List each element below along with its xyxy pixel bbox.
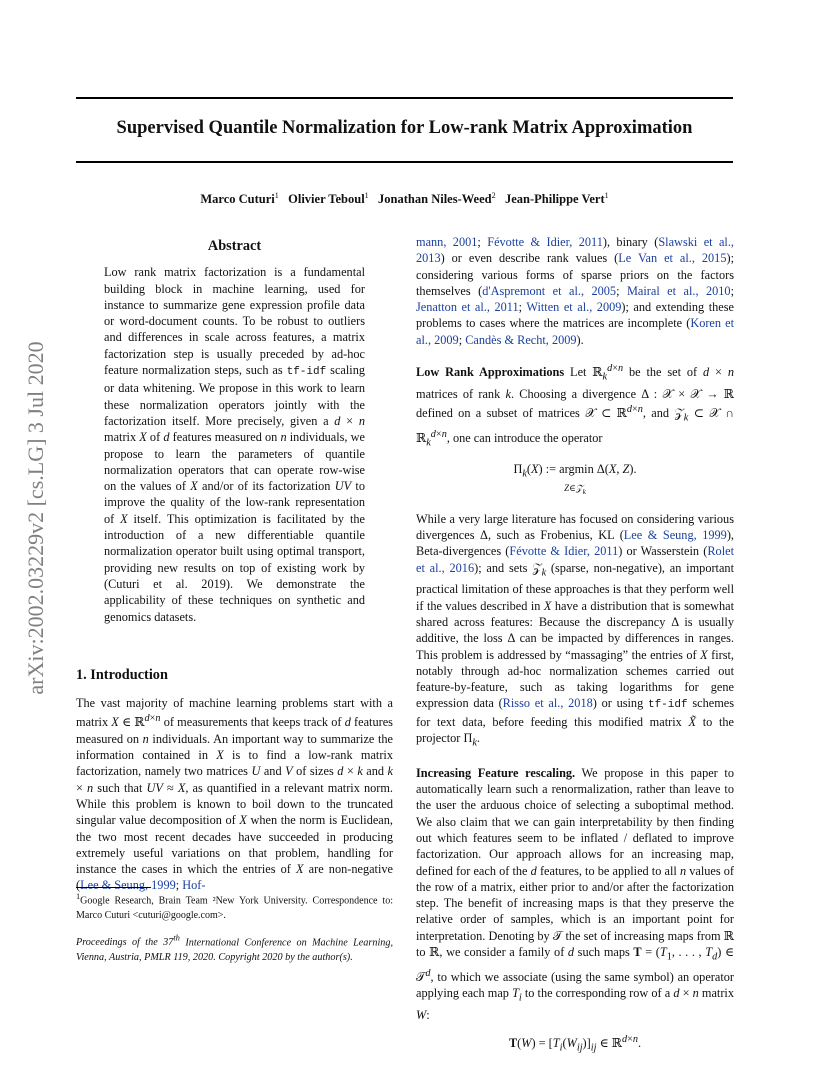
rescaling-heading: Increasing Feature rescaling. — [416, 765, 576, 780]
proceedings-note: Proceedings of the 37th International Conference on Machine Learning, Vienna, Austria, PMLR 119, 2020. Copyright 2020 by the author(s). — [76, 933, 394, 963]
citation-link[interactable]: Lee & Seung, 1999 — [623, 528, 727, 543]
affiliation-mark: 1 — [604, 191, 609, 200]
citation-link[interactable]: Lee & Seung, 1999 — [80, 878, 176, 893]
intro-paragraph: The vast majority of machine learning problems start with a matrix X ∈ ℝ$^{d\times n}$ of measurements that keeps track of d features measured on n individuals. An important way to summarize the information contained in X is to find a low-rank matrix factorization, namely two matrices U and V of sizes d × k and k × n such that UV ≈ X, as quantified in a relevant matrix norm. While this problem is known to boil down to the truncated singular value decomposition of X when the norm is Euclidean, the two most recent decades have succeeded in producing extremely useful variations on that problem, handling for instance the cases in which the entries of X are non-negative (Lee & Seung, 1999; Hof- — [76, 696, 394, 893]
abstract-text: Low rank matrix factorization is a fundamental building block in machine learning, used for instance to summarize gene expression profile data or word-document counts. To be robust to outliers and differences in scale across features, a matrix factorization step is usually preceded by ad-hoc feature normalization steps, such as tf-idf scaling or data whitening. We propose in this work to learn these normalization operators jointly with the factorization itself. More precisely, given a d × n matrix X of d features measured on n individuals, we propose to learn the parameters of quantile normalization operators that can operate row-wise on the values of X and/or of its factorization UV to improve the quality of the low-rank representation of X itself. This optimization is facilitated by the introduction of a new differentiable quantile normalization operator built using optimal transport, providing new results on top of existing work by (Cuturi et al. 2019). We demonstrate the applicability of these techniques on synthetic and genomics datasets. — [104, 265, 366, 624]
intro-continuation: mann, 2001; Févotte & Idier, 2011), binary (Slawski et al., 2013) or even describe rank values (Le Van et al., 2015); considering various forms of sparse priors on the factors themselves (d'Aspremont et al., 2005; Mairal et al., 2010; Jenatton et al., 2011; Witten et al., 2009); and extending these problems to cases where the matrices are incomplete (Koren et al., 2009; Candès & Recht, 2009). — [416, 235, 735, 347]
author-name: Marco Cuturi — [200, 192, 275, 207]
divergence-paragraph: While a very large literature has focused on considering various divergences Δ, such as Frobenius, KL (Lee & Seung, 1999), Beta-divergences (Févotte & Idier, 2011) or Wasserstein (Rolet et al., 2016); and sets 𝒵$_k$ (sparse, non-negative), an important practical limitation of these approaches is that they perform well if the values described in X have a distribution that is somewhat shared across features: Because the discrepancy Δ is usually additive, the loss Δ can be impacted by differences in ranges. This problem is addressed by “massaging” the entries of X first, notably through ad-hoc normalization schemes carried out feature-by-feature, such as taking logarithms for gene expression data (Risso et al., 2018) or using tf-idf schemes for text data, before feeding this modified matrix X̃ to the projector $\Pi_k$. — [416, 511, 734, 749]
equation-projector: $\Pi_k(X)$ := argmin Δ(X, Z). Z∈𝒵$_k$ — [513, 461, 637, 496]
arxiv-watermark: arXiv:2002.03229v2 [cs.LG] 3 Jul 2020 — [23, 341, 48, 695]
footnote-rule — [76, 887, 151, 888]
citation-link[interactable]: mann, 2001 — [416, 235, 478, 249]
right-column — [416, 234, 734, 1068]
title-top-rule — [76, 97, 733, 99]
author-name: Jonathan Niles-Weed — [378, 192, 492, 207]
citation-link[interactable]: Witten et al., 2009 — [526, 300, 622, 315]
footnote: $^1$Google Research, Brain Team ²New York University. Correspondence to: Marco Cuturi <cuturi@google.com>. — [76, 892, 393, 921]
left-column — [76, 238, 393, 894]
low-rank-paragraph: Low Rank Approximations Let ℝ$_k^{d\times n}$ be the set of d × n matrices of rank k. Choosing a divergence Δ : 𝒳 × 𝒳 → ℝ defined on a subset of matrices 𝒳 ⊂ ℝ$^{d\times n}$, and 𝒵$_k$ ⊂ 𝒳 ∩ ℝ$_k^{d\times n}$, one can introduce the operator — [416, 363, 735, 449]
abstract-heading: Abstract — [207, 238, 262, 254]
affiliation-mark: 2 — [491, 191, 496, 200]
citation-link[interactable]: Le Van et al., 2015 — [618, 251, 727, 266]
footnote-text: Google Research, Brain Team ²New York University. Correspondence to: Marco Cuturi <cuturi@google.com>. — [76, 895, 393, 921]
citation-link[interactable]: Mairal et al., 2010 — [626, 283, 731, 298]
citation-link[interactable]: Févotte & Idier, 2011 — [509, 544, 619, 559]
citation-link[interactable]: Candès & Recht, 2009 — [465, 332, 577, 347]
title-bottom-rule — [76, 161, 733, 163]
citation-link[interactable]: Koren et al., 2009 — [416, 316, 734, 347]
proceedings-text: International Conference on Machine Learning, Vienna, Austria, PMLR 119, 2020. Copyright 2020 by the author(s). — [76, 937, 394, 963]
author-name: Olivier Teboul — [288, 192, 365, 207]
author-list — [76, 191, 733, 207]
affiliation-mark: 1 — [364, 191, 369, 200]
citation-link[interactable]: Rolet et al., 2016 — [416, 544, 734, 575]
citation-link[interactable]: Risso et al., 2018 — [502, 696, 593, 711]
rescaling-paragraph: Increasing Feature rescaling. We propose in this paper to automatically learn such a renormalization, rather than leave to the user the arduous choice of selecting a suboptimal method. We also claim that we can gain interpretability by then finding out which features seem to be inflated / deflated to improve factorization. Our approach allows for an increasing map, defined for each of the d features, to be applied to all n values of the row of a matrix, either prior to and/or after the factorization step. The benefit of increasing maps is that they preserve the relative order of samples, which is an important point for interpretation. Denoting by 𝒯 the set of increasing maps from ℝ to ℝ, we consider a family of d such maps $T = (T_1$, . . . , $T_d$) ∈ 𝒯$^d$, to which we associate (using the same symbol) an operator applying each map $T_i$ to the corresponding row of a d × n matrix W: — [416, 765, 735, 1022]
citation-link[interactable]: Slawski et al., 2013 — [416, 235, 735, 266]
citation-link[interactable]: Hof- — [182, 878, 206, 893]
citation-link[interactable]: Jenatton et al., 2011 — [416, 300, 519, 315]
citation-link[interactable]: Févotte & Idier, 2011 — [487, 235, 603, 249]
equation-row-map: $T(W) = [T_i(W_{ij})]_{ij}$ ∈ ℝ$^{d\times n}$. — [508, 1034, 642, 1054]
author-name: Jean-Philippe Vert — [504, 192, 605, 207]
affiliation-mark: 1 — [274, 191, 279, 200]
intro-heading: 1. Introduction — [76, 666, 168, 683]
low-rank-heading: Low Rank Approximations — [416, 365, 565, 380]
paper-title: Supervised Quantile Normalization for Low-rank Matrix Approximation — [116, 118, 693, 138]
citation-link[interactable]: d'Aspremont et al., 2005 — [482, 283, 617, 298]
